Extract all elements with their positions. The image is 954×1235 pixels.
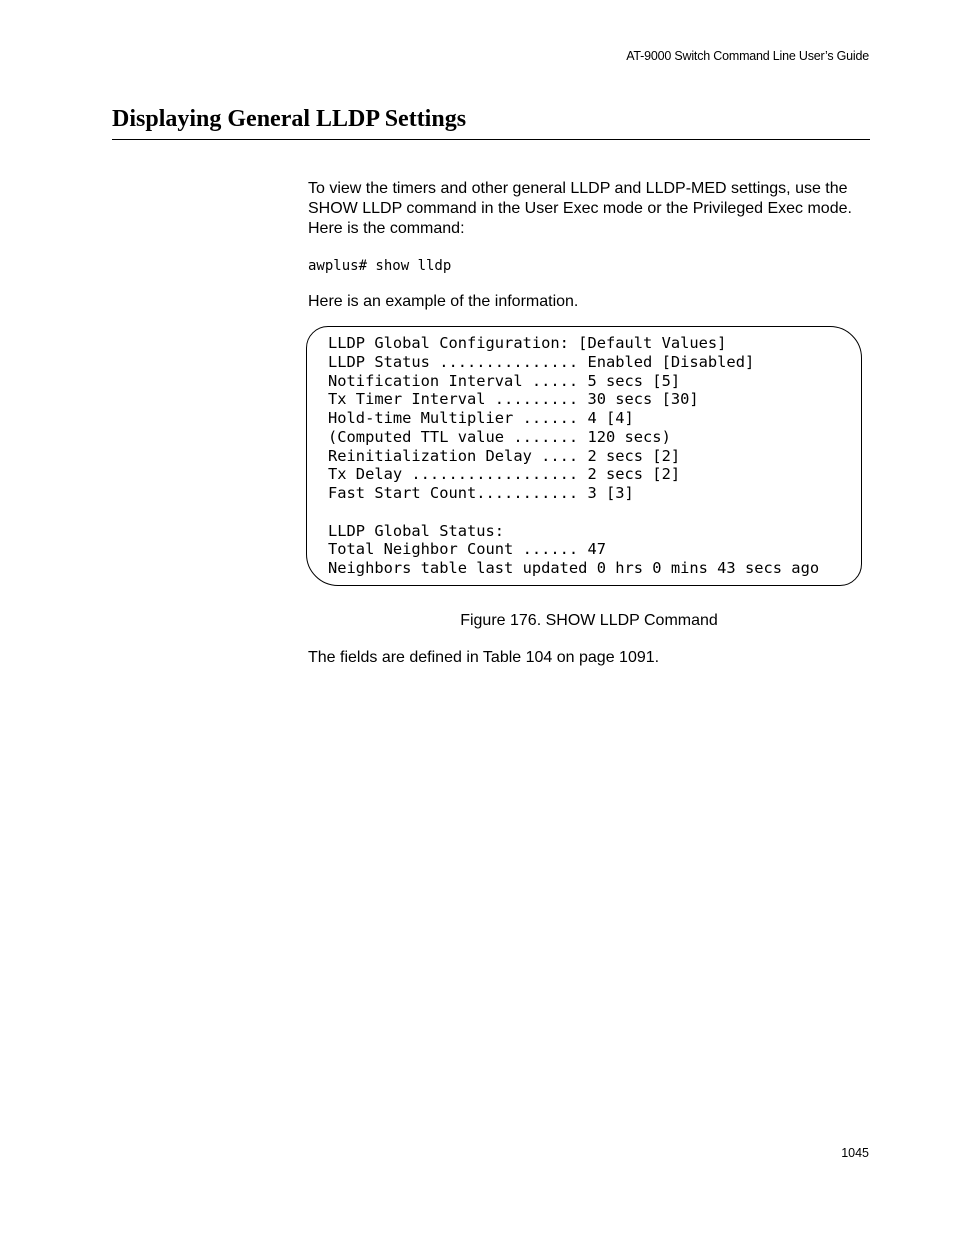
command-output [328,334,819,578]
output-line: (Computed TTL value ....... 120 secs) [328,427,671,446]
figure-caption: Figure 176. SHOW LLDP Command [460,612,718,629]
page-number: 1045 [841,1146,869,1160]
section-title: Displaying General LLDP Settings [112,106,467,132]
output-line: Neighbors table last updated 0 hrs 0 mins 43 secs ago [328,559,820,577]
command-example: awplus# show lldp [308,258,452,274]
title-divider [112,139,870,140]
output-line: LLDP Status ............... Enabled [Disabled] [328,352,755,371]
output-line: Total Neighbor Count ...... 47 [328,540,606,559]
output-line: Tx Delay .................. 2 secs [2] [328,465,681,484]
intro-paragraph: To view the timers and other general LLDP and LLDP-MED settings, use the SHOW LLDP command in the User Exec mode or the Privileged Exec mode. Here is the command: [308,180,852,237]
example-intro-paragraph: Here is an example of the information. [308,293,579,310]
output-line: Tx Timer Interval ......... 30 secs [30] [328,390,699,409]
running-header: AT-9000 Switch Command Line User’s Guide [626,49,869,63]
output-line: LLDP Global Status: [328,521,505,540]
output-line: Reinitialization Delay .... 2 secs [2] [328,446,681,465]
output-line: Fast Start Count........... 3 [3] [328,484,634,502]
output-line: LLDP Global Configuration: [Default Values] [328,334,727,352]
fields-note-paragraph: The fields are defined in Table 104 on page 1091. [308,649,660,666]
output-line: Hold-time Multiplier ...... 4 [4] [328,409,634,427]
output-line: Notification Interval ..... 5 secs [5] [328,371,681,390]
